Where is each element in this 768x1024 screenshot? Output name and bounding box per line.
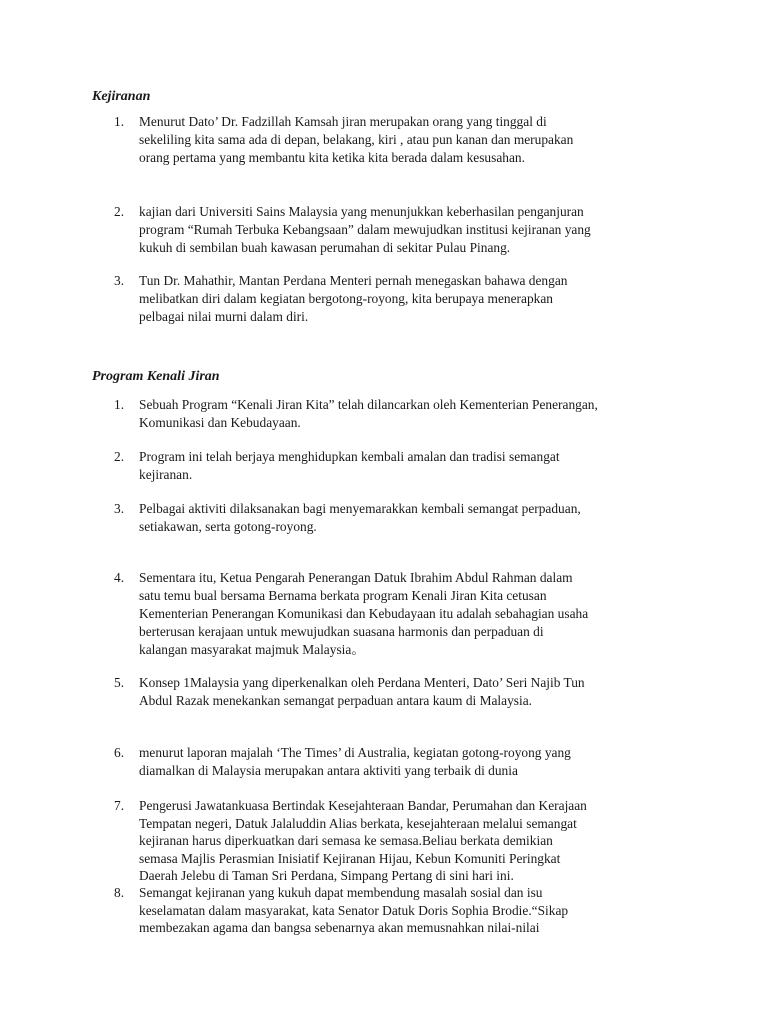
text-line: Tempatan negeri, Datuk Jalaluddin Alias berkata, kesejahteraan melalui semangat	[139, 815, 577, 831]
section-heading-program-kenali-jiran: Program Kenali Jiran	[92, 369, 220, 384]
item-text	[139, 674, 684, 710]
item-number: 1.	[114, 114, 125, 129]
text-line: membezakan agama dan bangsa sebenarnya akan memusnahkan nilai-nilai	[139, 920, 540, 935]
text-line: sekeliling kita sama ada di depan, belakang, kiri , atau pun kanan dan merupakan	[139, 132, 574, 147]
item-number: 2.	[114, 204, 125, 219]
text-line: kalangan masyarakat majmuk Malaysia。	[139, 642, 365, 657]
item-text	[139, 113, 684, 167]
text-line: berterusan kerajaan untuk mewujudkan suasana harmonis dan perpaduan di	[139, 624, 544, 639]
item-number: 5.	[114, 675, 125, 690]
item-number: 8.	[114, 885, 125, 900]
text-line: Menurut Dato’ Dr. Fadzillah Kamsah jiran merupakan orang yang tinggal di	[139, 114, 547, 129]
item-text	[139, 744, 684, 780]
item-text	[139, 396, 684, 432]
text-line: menurut laporan majalah ‘The Times’ di Australia, kegiatan gotong-royong yang	[139, 745, 571, 760]
text-line: pelbagai nilai murni dalam diri.	[139, 309, 309, 324]
text-line: Kementerian Penerangan Komunikasi dan Kebudayaan itu adalah sebahagian usaha	[139, 606, 589, 621]
text-line: Program ini telah berjaya menghidupkan kembali amalan dan tradisi semangat	[139, 449, 560, 464]
item-text	[139, 448, 684, 484]
text-line: orang pertama yang membantu kita ketika kita berada dalam kesusahan.	[139, 150, 525, 165]
text-line: melibatkan diri dalam kegiatan bergotong-royong, kita berupaya menerapkan	[139, 291, 553, 306]
text-line: Semangat kejiranan yang kukuh dapat membendung masalah sosial dan isu	[139, 885, 543, 900]
item-text	[139, 884, 684, 937]
text-line: program “Rumah Terbuka Kebangsaan” dalam mewujudkan institusi kejiranan yang	[139, 222, 591, 237]
text-line: kejiranan harus diperkuatkan dari semasa ke semasa.Beliau berkata demikian	[139, 833, 553, 848]
item-number: 1.	[114, 397, 125, 412]
text-line: Abdul Razak menekankan semangat perpaduan antara kaum di Malaysia.	[139, 693, 533, 708]
text-line: kajian dari Universiti Sains Malaysia yang menunjukkan keberhasilan penganjuran	[139, 204, 584, 219]
text-line: Sebuah Program “Kenali Jiran Kita” telah dilancarkan oleh Kementerian Penerangan,	[139, 397, 598, 412]
item-number: 6.	[114, 745, 125, 760]
text-line: semasa Majlis Perasmian Inisiatif Kejiranan Hijau, Kebun Komuniti Peringkat	[139, 850, 561, 866]
item-number: 7.	[114, 798, 125, 813]
text-line: Daerah Jelebu di Taman Sri Perdana, Simpang Pertang di sini hari ini.	[139, 868, 514, 883]
text-line: satu temu bual bersama Bernama berkata program Kenali Jiran Kita cetusan	[139, 588, 547, 603]
text-line: Komunikasi dan Kebudayaan.	[139, 415, 301, 430]
item-text	[139, 272, 684, 326]
section-heading-kejiranan: Kejiranan	[92, 89, 151, 104]
item-number: 3.	[114, 501, 125, 516]
item-text	[139, 203, 684, 257]
text-line: kukuh di sembilan buah kawasan perumahan di sekitar Pulau Pinang.	[139, 240, 511, 255]
text-line: Konsep 1Malaysia yang diperkenalkan oleh Perdana Menteri, Dato’ Seri Najib Tun	[139, 675, 585, 690]
item-number: 4.	[114, 570, 125, 585]
text-line: kejiranan.	[139, 467, 193, 482]
text-line: Sementara itu, Ketua Pengarah Penerangan Datuk Ibrahim Abdul Rahman dalam	[139, 570, 573, 585]
item-number: 2.	[114, 449, 125, 464]
text-line: Pelbagai aktiviti dilaksanakan bagi menyemarakkan kembali semangat perpaduan,	[139, 501, 581, 516]
text-line: setiakawan, serta gotong-royong.	[139, 519, 317, 534]
item-text	[139, 569, 684, 659]
item-text	[139, 500, 684, 536]
text-line: Pengerusi Jawatankuasa Bertindak Kesejahteraan Bandar, Perumahan dan Kerajaan	[139, 798, 587, 813]
item-text	[139, 797, 684, 885]
text-line: diamalkan di Malaysia merupakan antara aktiviti yang terbaik di dunia	[139, 763, 518, 778]
item-number: 3.	[114, 273, 125, 288]
text-line: keselamatan dalam masyarakat, kata Senator Datuk Doris Sophia Brodie.“Sikap	[139, 902, 569, 918]
text-line: Tun Dr. Mahathir, Mantan Perdana Menteri pernah menegaskan bahawa dengan	[139, 273, 568, 288]
